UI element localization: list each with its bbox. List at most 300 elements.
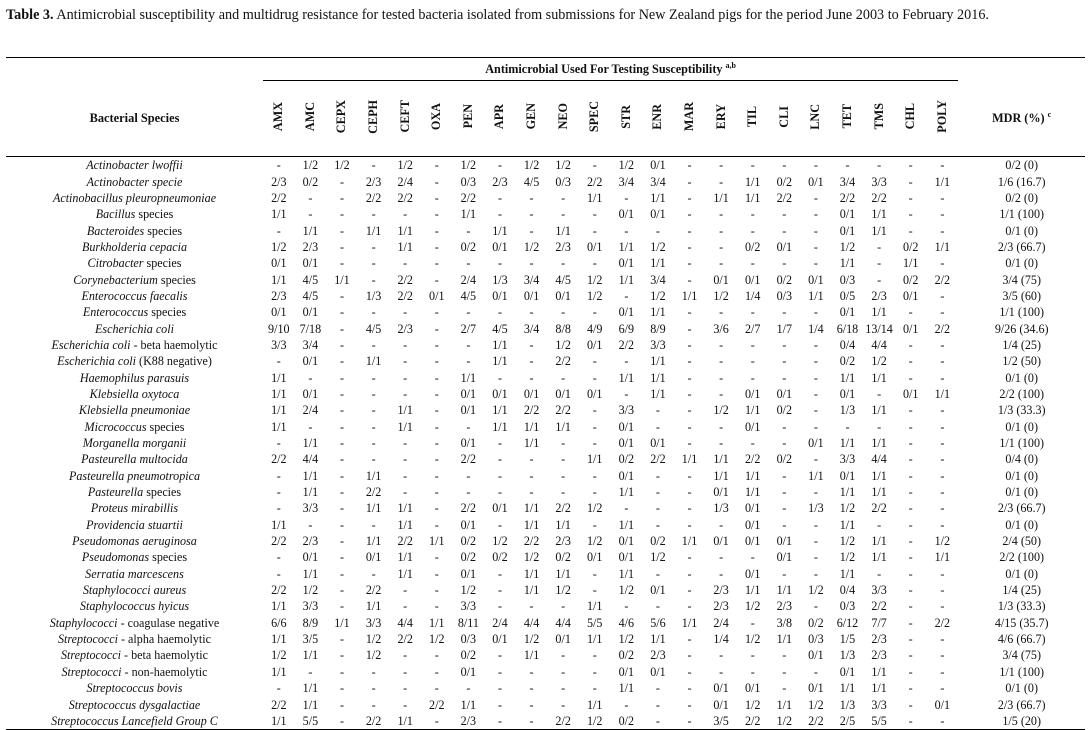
value-cell: - xyxy=(719,566,724,581)
value-cell: - xyxy=(466,485,471,500)
value-cell: - xyxy=(895,713,927,730)
value-cell: - xyxy=(719,370,724,385)
value-cell: 0/1 xyxy=(618,256,635,271)
value-cell: - xyxy=(940,158,945,173)
value-cell: - xyxy=(434,256,439,271)
value-cell: 0/1 xyxy=(650,158,666,173)
mdr-cell: 9/26 (34.6) xyxy=(994,321,1049,336)
value-cell: - xyxy=(877,517,882,532)
value-cell: 2/4 xyxy=(492,615,508,630)
value-cell: - xyxy=(687,305,692,320)
mdr-cell: 2/2 (100) xyxy=(999,386,1045,401)
value-cell: 1/1 xyxy=(871,534,887,549)
value-cell: - xyxy=(497,648,502,663)
value-cell: - xyxy=(561,305,566,320)
value-cell: - xyxy=(687,436,692,451)
value-cell: 4/4 xyxy=(555,615,571,630)
value-cell: 1/1 xyxy=(871,223,887,238)
value-cell: 1/1 xyxy=(523,517,540,532)
value-cell: 0/1 xyxy=(650,436,666,451)
value-cell: - xyxy=(339,321,344,336)
value-cell: 2/3 xyxy=(871,288,887,303)
value-cell: 2/2 xyxy=(618,337,635,352)
value-cell: - xyxy=(687,337,692,352)
value-cell: 1/1 xyxy=(555,517,571,532)
value-cell: 2/3 xyxy=(555,239,571,254)
value-cell: 0/1 xyxy=(302,305,319,320)
species-cell: Citrobacter species xyxy=(87,256,182,271)
value-cell: 0/1 xyxy=(618,664,635,679)
value-cell: 1/1 xyxy=(839,256,856,271)
value-cell: 1/1 xyxy=(397,419,413,434)
value-cell: - xyxy=(466,305,471,320)
value-cell: - xyxy=(403,485,408,500)
value-cell: 0/1 xyxy=(902,288,919,303)
value-cell: 2/3 xyxy=(302,239,319,254)
value-cell: 2/2 xyxy=(460,190,477,205)
value-cell: - xyxy=(624,288,629,303)
value-cell: - xyxy=(592,158,597,173)
value-cell: - xyxy=(813,664,818,679)
value-cell: - xyxy=(434,305,439,320)
table-row xyxy=(6,631,1085,647)
value-cell: - xyxy=(624,697,629,712)
value-cell: 1/1 xyxy=(523,501,540,516)
value-cell: - xyxy=(674,713,706,730)
value-cell: 0/2 xyxy=(555,550,571,565)
value-cell: 1/1 xyxy=(871,370,887,385)
value-cell: 0/1 xyxy=(776,550,793,565)
value-cell: - xyxy=(561,436,566,451)
value-cell: - xyxy=(719,419,724,434)
value-cell: - xyxy=(497,697,502,712)
value-cell: 1/1 xyxy=(744,190,761,205)
value-cell: - xyxy=(434,370,439,385)
value-cell: 1/1 xyxy=(555,566,571,581)
value-cell: 3/3 xyxy=(871,174,887,189)
value-cell: 2/3 xyxy=(492,174,508,189)
value-cell: - xyxy=(276,468,281,483)
value-cell: 1/2 xyxy=(555,583,571,598)
value-cell: 0/2 xyxy=(460,550,477,565)
value-cell: - xyxy=(940,648,945,663)
value-cell: - xyxy=(655,223,660,238)
value-cell: - xyxy=(782,566,787,581)
value-cell: - xyxy=(940,305,945,320)
species-cell: Staphylococcus hyicus xyxy=(79,599,190,614)
value-cell: 0/1 xyxy=(744,566,761,581)
value-cell: 1/1 xyxy=(397,566,413,581)
value-cell: - xyxy=(782,681,787,696)
value-cell: - xyxy=(813,223,818,238)
value-cell: 2/4 xyxy=(460,272,477,287)
value-cell: - xyxy=(339,354,344,369)
value-cell: 6/6 xyxy=(271,615,287,630)
value-cell: 1/1 xyxy=(389,713,421,730)
value-cell: - xyxy=(561,599,566,614)
value-cell: 1/1 xyxy=(587,632,603,647)
value-cell: 0/1 xyxy=(555,632,571,647)
value-cell: - xyxy=(908,305,913,320)
value-cell: 1/1 xyxy=(776,583,793,598)
value-cell: - xyxy=(719,354,724,369)
value-cell: 2/2 xyxy=(460,452,477,467)
value-cell: - xyxy=(719,207,724,222)
value-cell: 0/1 xyxy=(429,288,445,303)
value-cell: 0/3 xyxy=(776,288,793,303)
drug-header-amx: AMX xyxy=(263,81,295,157)
value-cell: - xyxy=(908,468,913,483)
value-cell: - xyxy=(908,190,913,205)
species-cell: Pseudomonas species xyxy=(81,550,188,565)
value-cell: 1/1 xyxy=(365,534,382,549)
value-cell: 4/4 xyxy=(397,615,413,630)
value-cell: 1/2 xyxy=(523,239,540,254)
table-row xyxy=(6,173,1085,189)
value-cell: 2/3 xyxy=(453,713,485,730)
value-cell: - xyxy=(403,648,408,663)
value-cell: 1/1 xyxy=(429,534,445,549)
value-cell: - xyxy=(339,583,344,598)
table-row xyxy=(6,222,1085,238)
value-cell: 2/2 xyxy=(555,403,571,418)
table-row xyxy=(6,369,1085,385)
value-cell: - xyxy=(339,174,344,189)
value-cell: 4/5 xyxy=(492,321,508,336)
value-cell: 1/1 xyxy=(492,223,508,238)
value-cell: - xyxy=(434,681,439,696)
value-cell: 0/1 xyxy=(271,256,287,271)
value-cell: - xyxy=(655,485,660,500)
value-cell: - xyxy=(877,566,882,581)
value-cell: 1/2 xyxy=(334,158,350,173)
value-cell: 2/4 xyxy=(397,174,413,189)
value-cell: 4/5 xyxy=(365,321,382,336)
value-cell: - xyxy=(434,158,439,173)
value-cell: 0/1 xyxy=(587,337,603,352)
table-row xyxy=(6,419,1085,435)
value-cell: - xyxy=(339,256,344,271)
value-cell: 1/2 xyxy=(460,158,477,173)
value-cell: - xyxy=(813,386,818,401)
value-cell: - xyxy=(371,419,376,434)
table-row xyxy=(6,304,1085,320)
value-cell: 1/1 xyxy=(523,419,540,434)
value-cell: - xyxy=(371,403,376,418)
value-cell: - xyxy=(434,321,439,336)
value-cell: 0/1 xyxy=(460,386,477,401)
value-cell: 1/1 xyxy=(839,517,856,532)
value-cell: 1/1 xyxy=(365,354,382,369)
value-cell: 5/5 xyxy=(295,713,327,730)
value-cell: - xyxy=(719,550,724,565)
value-cell: - xyxy=(908,534,913,549)
value-cell: - xyxy=(403,436,408,451)
value-cell: 2/2 xyxy=(429,697,445,712)
value-cell: - xyxy=(782,158,787,173)
value-cell: 0/1 xyxy=(902,321,919,336)
value-cell: - xyxy=(497,436,502,451)
value-cell: - xyxy=(719,664,724,679)
value-cell: 3/3 xyxy=(871,583,887,598)
value-cell: - xyxy=(403,337,408,352)
value-cell: 2/2 xyxy=(397,190,413,205)
value-cell: 3/8 xyxy=(776,615,793,630)
value-cell: 4/4 xyxy=(523,615,540,630)
value-cell: - xyxy=(529,190,534,205)
value-cell: - xyxy=(908,452,913,467)
value-cell: - xyxy=(497,485,502,500)
mdr-cell: 0/1 (0) xyxy=(1005,566,1038,581)
value-cell: - xyxy=(592,403,597,418)
value-cell: - xyxy=(466,256,471,271)
value-cell: 0/1 xyxy=(555,288,571,303)
species-cell: Streptococcus dysgalactiae xyxy=(68,697,201,712)
value-cell: - xyxy=(592,485,597,500)
value-cell: 1/1 xyxy=(744,485,761,500)
value-cell: - xyxy=(371,158,376,173)
value-cell: 1/1 xyxy=(650,386,666,401)
value-cell: 1/2 xyxy=(650,288,666,303)
value-cell: - xyxy=(529,452,534,467)
value-cell: 0/2 xyxy=(902,272,919,287)
value-cell: 1/2 xyxy=(769,713,801,730)
mdr-cell: 1/1 (100) xyxy=(999,664,1045,679)
value-cell: 7/7 xyxy=(871,615,887,630)
value-cell: - xyxy=(434,468,439,483)
value-cell: 1/1 xyxy=(650,370,666,385)
value-cell: - xyxy=(926,713,958,730)
value-cell: 4/4 xyxy=(871,337,887,352)
value-cell: - xyxy=(908,632,913,647)
value-cell: 1/1 xyxy=(429,615,445,630)
value-cell: 1/3 xyxy=(839,648,856,663)
table-row xyxy=(6,337,1085,353)
value-cell: - xyxy=(687,485,692,500)
value-cell: 1/1 xyxy=(302,681,319,696)
value-cell: - xyxy=(592,436,597,451)
value-cell: 1/1 xyxy=(492,337,508,352)
value-cell: - xyxy=(339,305,344,320)
value-cell: - xyxy=(750,158,755,173)
value-cell: 0/1 xyxy=(618,534,635,549)
value-cell: 1/2 xyxy=(587,534,603,549)
species-header-spacer xyxy=(6,58,263,81)
value-cell: 0/1 xyxy=(934,697,951,712)
species-cell: Pasteurella multocida xyxy=(81,452,188,467)
value-cell: - xyxy=(561,256,566,271)
value-cell: 0/1 xyxy=(302,386,319,401)
table-row xyxy=(6,484,1085,500)
value-cell: 0/1 xyxy=(839,386,856,401)
species-cell: Micrococcus species xyxy=(84,419,185,434)
value-cell: - xyxy=(276,501,281,516)
value-cell: - xyxy=(782,501,787,516)
value-cell: - xyxy=(908,599,913,614)
value-cell: 3/4 xyxy=(302,337,319,352)
value-cell: - xyxy=(516,713,548,730)
value-cell: 3/4 xyxy=(618,174,635,189)
value-cell: 2/2 xyxy=(737,713,769,730)
value-cell: - xyxy=(719,223,724,238)
value-cell: - xyxy=(592,354,597,369)
value-cell: - xyxy=(813,370,818,385)
value-cell: - xyxy=(687,550,692,565)
value-cell: - xyxy=(750,648,755,663)
species-cell: Proteus mirabillis xyxy=(90,501,179,516)
value-cell: - xyxy=(434,174,439,189)
value-cell: - xyxy=(339,419,344,434)
value-cell: - xyxy=(434,207,439,222)
value-cell: - xyxy=(719,158,724,173)
table-body xyxy=(6,157,1085,730)
value-cell: 2/2 xyxy=(934,321,951,336)
value-cell: 5/5 xyxy=(587,615,603,630)
mdr-cell: 2/3 (66.7) xyxy=(997,501,1046,516)
value-cell: 0/1 xyxy=(713,534,729,549)
value-cell: - xyxy=(592,305,597,320)
value-cell: - xyxy=(434,583,439,598)
drug-header-tms: TMS xyxy=(863,81,895,157)
value-cell: - xyxy=(561,468,566,483)
value-cell: 1/2 xyxy=(839,501,856,516)
value-cell: - xyxy=(276,550,281,565)
value-cell: 1/1 xyxy=(397,403,413,418)
value-cell: 1/2 xyxy=(839,550,856,565)
value-cell: - xyxy=(339,452,344,467)
value-cell: - xyxy=(434,452,439,467)
value-cell: 1/1 xyxy=(365,501,382,516)
value-cell: 1/2 xyxy=(587,272,603,287)
value-cell: - xyxy=(403,452,408,467)
value-cell: - xyxy=(655,566,660,581)
value-cell: - xyxy=(750,664,755,679)
value-cell: 1/1 xyxy=(618,370,635,385)
value-cell: 1/3 xyxy=(839,697,856,712)
value-cell: 0/1 xyxy=(713,681,729,696)
drug-header-enr: ENR xyxy=(642,81,674,157)
value-cell: 3/4 xyxy=(839,174,856,189)
value-cell: - xyxy=(813,403,818,418)
mdr-cell: 0/1 (0) xyxy=(1005,517,1038,532)
mdr-header-spacer xyxy=(958,58,1085,81)
mdr-cell: 2/4 (50) xyxy=(1002,534,1042,549)
value-cell: 0/1 xyxy=(460,517,477,532)
value-cell: 1/1 xyxy=(263,713,295,730)
value-cell: - xyxy=(813,337,818,352)
value-cell: 0/1 xyxy=(808,436,824,451)
value-cell: - xyxy=(434,272,439,287)
table-row xyxy=(6,680,1085,696)
value-cell: 0/1 xyxy=(808,174,824,189)
species-cell: Actinobacillus pleuropneumoniae xyxy=(52,190,217,205)
value-cell: - xyxy=(687,599,692,614)
species-cell: Escherichia coli - beta haemolytic xyxy=(51,337,218,352)
value-cell: 2/3 xyxy=(555,534,571,549)
species-cell: Actinobacter specie xyxy=(86,174,183,189)
value-cell: - xyxy=(908,501,913,516)
value-cell: 2/2 xyxy=(871,190,887,205)
value-cell: - xyxy=(276,436,281,451)
value-cell: 0/1 xyxy=(744,681,761,696)
species-cell: Escherichia coli (K88 negative) xyxy=(57,354,212,369)
value-cell: - xyxy=(908,337,913,352)
value-cell: 0/2 xyxy=(302,174,319,189)
value-cell: - xyxy=(750,370,755,385)
value-cell: - xyxy=(687,681,692,696)
value-cell: 1/2 xyxy=(744,599,761,614)
value-cell: - xyxy=(497,517,502,532)
value-cell: - xyxy=(813,190,818,205)
value-cell: - xyxy=(782,517,787,532)
value-cell: 0/1 xyxy=(618,305,635,320)
value-cell: 1/1 xyxy=(618,517,635,532)
value-cell: - xyxy=(403,468,408,483)
value-cell: - xyxy=(782,370,787,385)
value-cell: - xyxy=(403,207,408,222)
value-cell: - xyxy=(371,239,376,254)
value-cell: 1/1 xyxy=(650,305,666,320)
value-cell: 1/2 xyxy=(650,239,666,254)
value-cell: 1/1 xyxy=(302,648,319,663)
value-cell: - xyxy=(497,158,502,173)
value-cell: - xyxy=(782,436,787,451)
value-cell: - xyxy=(466,337,471,352)
value-cell: - xyxy=(466,354,471,369)
value-cell: - xyxy=(750,615,755,630)
value-cell: 3/3 xyxy=(650,337,666,352)
value-cell: 1/1 xyxy=(271,272,287,287)
value-cell: - xyxy=(750,436,755,451)
value-cell: - xyxy=(339,239,344,254)
value-cell: - xyxy=(877,419,882,434)
value-cell: - xyxy=(434,419,439,434)
drug-header-cli: CLI xyxy=(769,81,801,157)
value-cell: 1/1 xyxy=(744,583,761,598)
value-cell: 0/2 xyxy=(650,534,666,549)
value-cell: 2/2 xyxy=(365,485,382,500)
drug-header-apr: APR xyxy=(484,81,516,157)
value-cell: 1/2 xyxy=(839,239,856,254)
value-cell: - xyxy=(813,158,818,173)
drug-header-poly: POLY xyxy=(926,81,958,157)
mdr-cell: 1/6 (16.7) xyxy=(997,174,1046,189)
value-cell: - xyxy=(403,583,408,598)
table-row xyxy=(6,206,1085,222)
value-cell: - xyxy=(592,370,597,385)
value-cell: - xyxy=(782,468,787,483)
value-cell: 0/1 xyxy=(839,207,856,222)
value-cell: 1/1 xyxy=(365,468,382,483)
value-cell: 1/1 xyxy=(492,354,508,369)
value-cell: - xyxy=(403,370,408,385)
value-cell: 1/1 xyxy=(681,615,698,630)
value-cell: - xyxy=(339,599,344,614)
value-cell: - xyxy=(339,664,344,679)
species-cell: Streptococci - alpha haemolytic xyxy=(57,632,212,647)
value-cell: 6/18 xyxy=(836,321,859,336)
value-cell: - xyxy=(497,370,502,385)
value-cell: - xyxy=(877,239,882,254)
value-cell: 1/1 xyxy=(713,452,729,467)
value-cell: - xyxy=(497,599,502,614)
group-header-row xyxy=(6,58,1085,81)
value-cell: 1/1 xyxy=(934,386,951,401)
value-cell: 0/2 xyxy=(611,713,643,730)
value-cell: - xyxy=(592,681,597,696)
value-cell: 1/1 xyxy=(271,517,287,532)
value-cell: - xyxy=(371,256,376,271)
